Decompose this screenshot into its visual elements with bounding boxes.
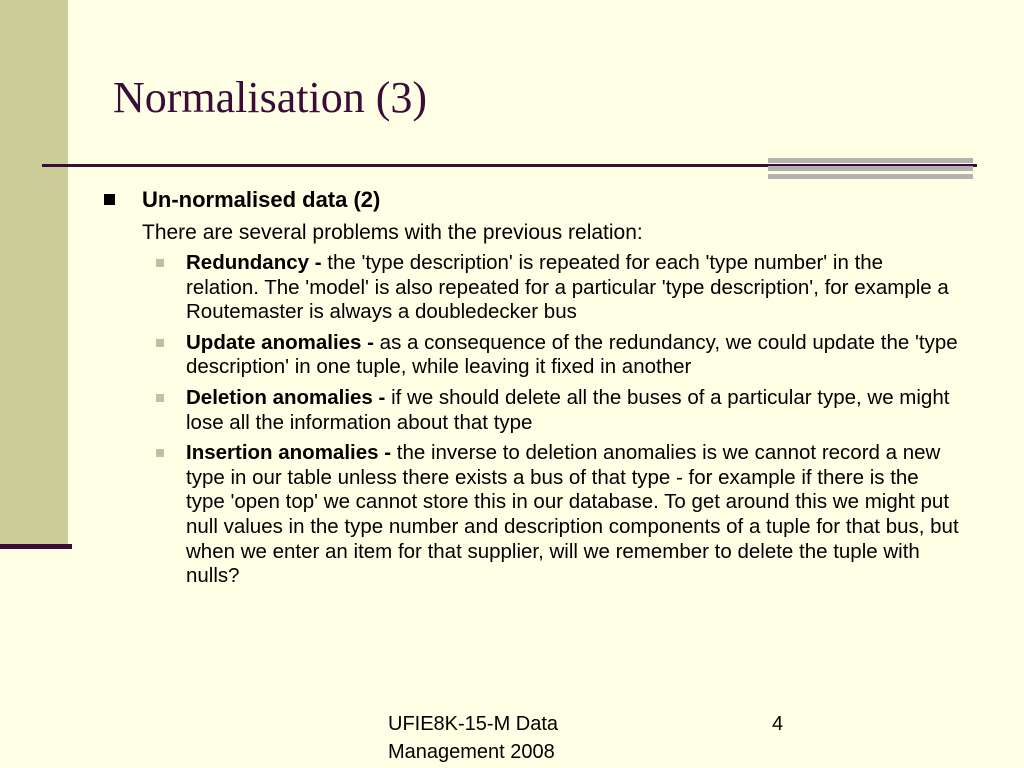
list-item-update-anomalies xyxy=(155,331,960,380)
square-bullet-icon xyxy=(156,339,164,347)
section-heading: Un-normalised data (2) xyxy=(142,187,381,212)
left-band-rule xyxy=(0,544,72,549)
slide-page-number: 4 xyxy=(772,713,784,735)
intro-text: There are several problems with the previous relation: xyxy=(142,221,643,244)
slide-title: Normalisation (3) xyxy=(113,73,428,122)
list-item-insertion-anomalies xyxy=(155,441,960,589)
square-bullet-icon xyxy=(156,394,164,402)
square-bullet-icon xyxy=(156,259,164,267)
decorative-grey-bar xyxy=(768,166,973,171)
problems-list xyxy=(155,251,960,595)
decorative-grey-bar xyxy=(768,174,973,179)
problem-term: Deletion anomalies - xyxy=(186,385,386,409)
list-item-redundancy xyxy=(155,251,960,325)
footer-course-name: UFIE8K-15-M Data Management 2008 xyxy=(388,713,559,763)
left-decorative-band xyxy=(0,0,68,548)
problem-description: the 'type description' is repeated for each 'type number' in the relation. The 'model' is also repeated for a particular 'type description', for example a Routemaster is always a doubledecker bus xyxy=(186,251,949,324)
problem-description: if we should delete all the buses of a particular type, we might lose all the information about that type xyxy=(186,385,950,434)
decorative-grey-bar xyxy=(768,158,973,163)
list-item-deletion-anomalies xyxy=(155,386,960,435)
problem-term: Redundancy - xyxy=(186,251,322,274)
square-bullet-icon xyxy=(104,194,115,205)
problem-description: the inverse to deletion anomalies is we cannot record a new type in our table unless there exists a bus of that type - for example if there is the type 'open top' we cannot store this in our database. To get around this we might put null values in the type number and description components of a tuple for that bus, but when we enter an item for that supplier, will we remember to delete the tuple with nulls? xyxy=(186,441,959,588)
problem-term: Insertion anomalies - xyxy=(186,441,392,465)
square-bullet-icon xyxy=(156,449,164,457)
problem-description: as a consequence of the redundancy, we could update the 'type description' in one tuple, while leaving it fixed in another xyxy=(186,330,958,379)
problem-term: Update anomalies - xyxy=(186,330,374,354)
